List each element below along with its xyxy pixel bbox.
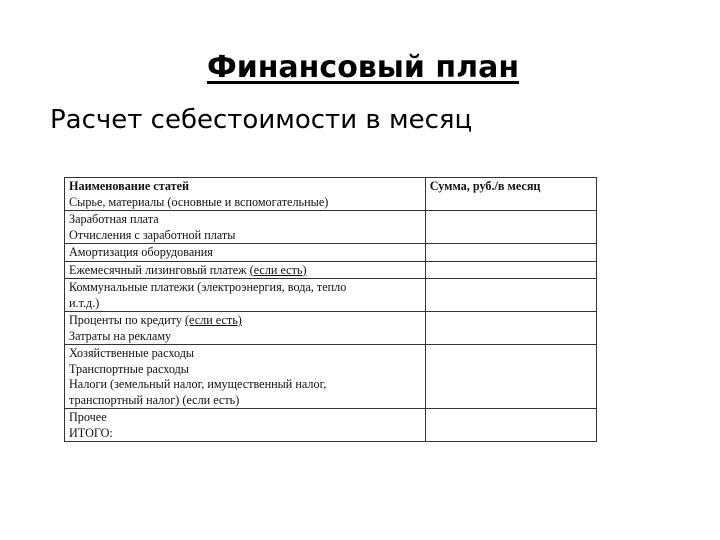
row-label: транспортный налог) (если есть) [69, 392, 240, 407]
amount-cell [425, 261, 596, 279]
row-label: Хозяйственные расходы [69, 346, 195, 360]
slide-title-container [0, 50, 720, 85]
row-label: Транспортные расходы [69, 361, 189, 376]
row-label: Прочее [69, 410, 107, 424]
row-label: ИТОГО: [69, 425, 113, 440]
table-cell [65, 312, 426, 345]
slide-title: Финансовый план [206, 50, 520, 85]
amount-cell [425, 345, 596, 409]
column-header-items: Наименование статей [69, 179, 190, 193]
table-row [65, 211, 597, 244]
table-row [65, 244, 597, 262]
row-label: Ежемесячный лизинговый платеж [69, 262, 250, 277]
table-cell [65, 279, 426, 312]
table-row [65, 279, 597, 312]
table-cell [65, 178, 426, 211]
amount-cell [425, 312, 596, 345]
table-row [65, 261, 597, 279]
table-cell [65, 211, 426, 244]
amount-cell [425, 244, 596, 262]
row-label: Амортизация оборудования [69, 245, 213, 259]
row-label: Сырье, материалы (основные и вспомогательные) [69, 194, 329, 209]
table-cell [65, 244, 426, 262]
table-row [65, 178, 597, 211]
row-label: Затраты на рекламу [69, 328, 172, 343]
row-label: Заработная плата [69, 212, 159, 226]
row-label: и.т.д.) [69, 295, 100, 310]
row-label: Проценты по кредиту [69, 313, 185, 327]
row-note: (если есть) [184, 313, 242, 327]
cost-table [64, 177, 597, 442]
row-label: Налоги (земельный налог, имущественный налог, [69, 377, 327, 391]
row-label: Коммунальные платежи (электроэнергия, вода, тепло [69, 280, 347, 294]
amount-cell [425, 211, 596, 244]
table-row [65, 345, 597, 409]
slide-subtitle: Расчет себестоимости в месяц [50, 105, 473, 135]
amount-cell [425, 409, 596, 442]
table-cell [65, 345, 426, 409]
row-note: (если есть) [249, 262, 307, 277]
table-row [65, 312, 597, 345]
amount-cell [425, 279, 596, 312]
row-label: Отчисления с заработной платы [69, 227, 236, 242]
table-row [65, 409, 597, 442]
table-cell [65, 261, 426, 279]
column-header-amount: Сумма, руб./в месяц [425, 178, 596, 211]
table-cell [65, 409, 426, 442]
